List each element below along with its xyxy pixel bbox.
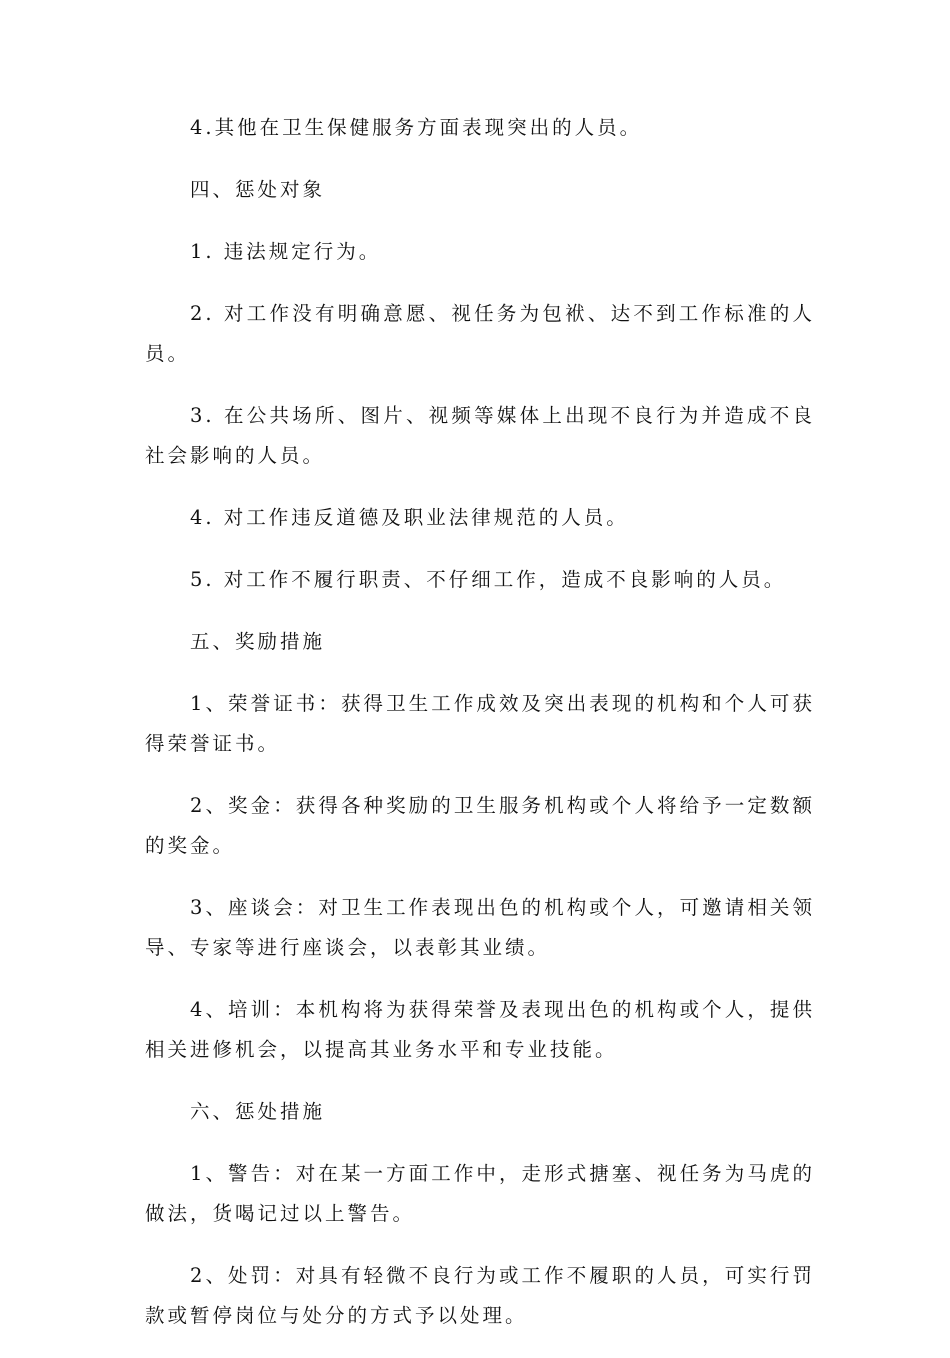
- reward-measure-1: 1、荣誉证书：获得卫生工作成效及突出表现的机构和个人可获得荣誉证书。: [145, 692, 815, 755]
- document-body: [145, 108, 815, 1358]
- punishment-target-4: 4. 对工作违反道德及职业法律规范的人员。: [190, 506, 629, 529]
- section-heading-punishment-measures: 六、惩处措施: [190, 1100, 326, 1123]
- punishment-target-5: 5. 对工作不履行职责、不仔细工作，造成不良影响的人员。: [190, 568, 787, 591]
- reward-measure-2: 2、奖金：获得各种奖励的卫生服务机构或个人将给予一定数额的奖金。: [145, 794, 815, 857]
- section-heading-reward-measures: 五、奖励措施: [190, 630, 326, 653]
- list-item-4-outstanding-staff: 4.其他在卫生保健服务方面表现突出的人员。: [190, 116, 643, 139]
- punishment-measure-1: 1、警告：对在某一方面工作中，走形式搪塞、视任务为马虎的做法，货喝记过以上警告。: [145, 1162, 815, 1225]
- section-heading-punishment-targets: 四、惩处对象: [190, 178, 326, 201]
- reward-measure-3: 3、座谈会：对卫生工作表现出色的机构或个人，可邀请相关领导、专家等进行座谈会，以表彰其业绩。: [145, 896, 815, 959]
- reward-measure-4: 4、培训：本机构将为获得荣誉及表现出色的机构或个人，提供相关进修机会，以提高其业务水平和专业技能。: [145, 998, 815, 1061]
- punishment-measure-2: 2、处罚：对具有轻微不良行为或工作不履职的人员，可实行罚款或暂停岗位与处分的方式予以处理。: [145, 1264, 815, 1327]
- punishment-target-3: 3. 在公共场所、图片、视频等媒体上出现不良行为并造成不良社会影响的人员。: [145, 404, 815, 467]
- punishment-target-2: 2. 对工作没有明确意愿、视任务为包袱、达不到工作标准的人员。: [145, 302, 815, 365]
- punishment-target-1: 1. 违法规定行为。: [190, 240, 382, 263]
